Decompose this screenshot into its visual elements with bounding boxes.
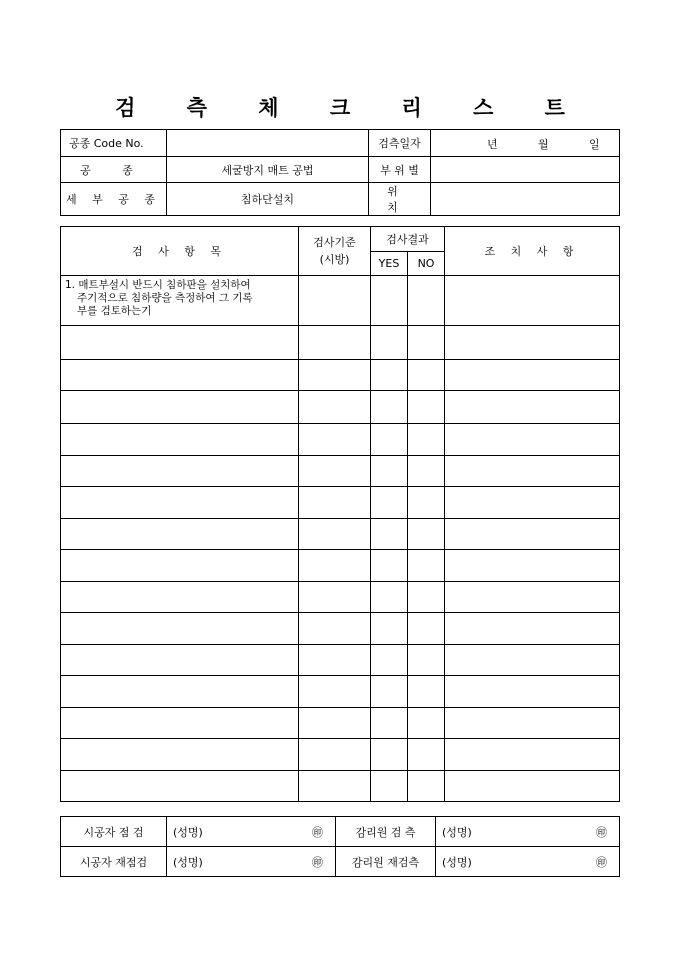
contractor-check-name-field[interactable]: (성명) [167, 817, 279, 847]
item-cell[interactable] [61, 456, 299, 487]
yes-cell[interactable] [371, 276, 408, 326]
item-cell[interactable] [61, 487, 299, 519]
table-row [61, 360, 620, 391]
location-label: 위 치 [369, 183, 431, 216]
action-cell[interactable] [445, 771, 620, 802]
location-field[interactable] [431, 183, 620, 216]
standard-cell[interactable] [299, 326, 371, 360]
work-type-label: 공 종 [61, 157, 167, 183]
inspection-date-label: 검측일자 [369, 130, 431, 157]
detail-work-label: 세 부 공 종 [61, 183, 167, 216]
action-cell[interactable] [445, 645, 620, 676]
standard-line-1: 검사기준 [313, 236, 356, 249]
yes-cell[interactable] [371, 391, 408, 424]
item-1-line-2: 주기적으로 침하량을 측정하여 그 기록 [77, 292, 253, 304]
no-cell[interactable] [408, 391, 445, 424]
item-cell[interactable] [61, 645, 299, 676]
yes-cell[interactable] [371, 550, 408, 582]
table-row [61, 676, 620, 708]
table-row [61, 550, 620, 582]
work-type-field[interactable]: 세굴방지 매트 공법 [167, 157, 369, 183]
no-cell[interactable] [408, 550, 445, 582]
no-cell[interactable] [408, 424, 445, 456]
standard-cell[interactable] [299, 676, 371, 708]
no-cell[interactable] [408, 360, 445, 391]
table-row [61, 645, 620, 676]
table-row [61, 391, 620, 424]
page-title: 검 측 체 크 리 스 트 [115, 95, 587, 120]
no-cell[interactable] [408, 676, 445, 708]
table-row [61, 613, 620, 645]
contractor-recheck-seal[interactable]: ㊞ [279, 847, 336, 877]
standard-cell[interactable] [299, 456, 371, 487]
item-1-line-3: 부를 검토하는기 [77, 305, 152, 317]
checklist-item-1 [61, 276, 299, 326]
supervisor-recheck-name-field[interactable]: (성명) [436, 847, 548, 877]
item-cell[interactable] [61, 550, 299, 582]
checklist-table [60, 226, 620, 802]
header-table [60, 129, 620, 216]
part-field[interactable] [431, 157, 620, 183]
column-header-action: 조 치 사 항 [445, 227, 620, 276]
yes-cell[interactable] [371, 771, 408, 802]
action-cell[interactable] [445, 613, 620, 645]
contractor-check-label: 시공자 점 검 [61, 817, 167, 847]
item-cell[interactable] [61, 582, 299, 613]
table-row [61, 771, 620, 802]
action-cell[interactable] [445, 391, 620, 424]
yes-cell[interactable] [371, 326, 408, 360]
table-row [61, 708, 620, 739]
item-cell[interactable] [61, 676, 299, 708]
item-1-line-1: 1. 매트부설시 반드시 침하판을 설치하여 [65, 279, 251, 291]
action-cell[interactable] [445, 456, 620, 487]
action-cell[interactable] [445, 519, 620, 550]
item-cell[interactable] [61, 519, 299, 550]
yes-cell[interactable] [371, 360, 408, 391]
item-cell[interactable] [61, 424, 299, 456]
table-row [61, 739, 620, 771]
table-row [61, 424, 620, 456]
no-cell[interactable] [408, 276, 445, 326]
no-cell[interactable] [408, 326, 445, 360]
standard-cell[interactable] [299, 391, 371, 424]
standard-cell[interactable] [299, 645, 371, 676]
yes-cell[interactable] [371, 487, 408, 519]
column-header-result: 검사결과 [371, 227, 445, 252]
no-cell[interactable] [408, 771, 445, 802]
column-header-standard [299, 227, 371, 276]
standard-cell[interactable] [299, 276, 371, 326]
column-header-no: NO [408, 252, 445, 276]
item-cell[interactable] [61, 771, 299, 802]
yes-cell[interactable] [371, 519, 408, 550]
supervisor-check-name-field[interactable]: (성명) [436, 817, 548, 847]
action-cell[interactable] [445, 550, 620, 582]
item-cell[interactable] [61, 326, 299, 360]
action-cell[interactable] [445, 676, 620, 708]
supervisor-recheck-label: 감리원 재검측 [336, 847, 436, 877]
table-row [61, 276, 620, 326]
no-cell[interactable] [408, 739, 445, 771]
column-header-item: 검 사 항 목 [61, 227, 299, 276]
supervisor-recheck-seal[interactable]: ㊞ [548, 847, 620, 877]
standard-cell[interactable] [299, 550, 371, 582]
contractor-recheck-label: 시공자 재점검 [61, 847, 167, 877]
action-cell[interactable] [445, 487, 620, 519]
action-cell[interactable] [445, 739, 620, 771]
table-row [61, 326, 620, 360]
standard-cell[interactable] [299, 487, 371, 519]
supervisor-check-seal[interactable]: ㊞ [548, 817, 620, 847]
standard-cell[interactable] [299, 582, 371, 613]
contractor-check-seal[interactable]: ㊞ [279, 817, 336, 847]
no-cell[interactable] [408, 487, 445, 519]
no-cell[interactable] [408, 613, 445, 645]
inspection-date-field[interactable] [431, 130, 620, 157]
yes-cell[interactable] [371, 676, 408, 708]
standard-cell[interactable] [299, 708, 371, 739]
no-cell[interactable] [408, 582, 445, 613]
standard-cell[interactable] [299, 613, 371, 645]
standard-cell[interactable] [299, 519, 371, 550]
work-type-code-field[interactable] [167, 130, 369, 157]
no-cell[interactable] [408, 519, 445, 550]
table-row [61, 519, 620, 550]
action-cell[interactable] [445, 326, 620, 360]
no-cell[interactable] [408, 645, 445, 676]
action-cell[interactable] [445, 582, 620, 613]
column-header-yes: YES [371, 252, 408, 276]
table-row [61, 456, 620, 487]
standard-cell[interactable] [299, 360, 371, 391]
item-cell[interactable] [61, 360, 299, 391]
detail-work-field[interactable]: 침하단설치 [167, 183, 369, 216]
no-cell[interactable] [408, 708, 445, 739]
date-month-label: 월 [538, 138, 549, 151]
standard-line-2: (시방) [319, 253, 350, 266]
yes-cell[interactable] [371, 456, 408, 487]
action-cell[interactable] [445, 708, 620, 739]
yes-cell[interactable] [371, 613, 408, 645]
work-type-code-label: 공종 Code No. [61, 130, 167, 157]
yes-cell[interactable] [371, 582, 408, 613]
action-cell[interactable] [445, 424, 620, 456]
date-day-label: 일 [589, 138, 600, 151]
part-label: 부 위 별 [369, 157, 431, 183]
action-cell[interactable] [445, 276, 620, 326]
item-cell[interactable] [61, 739, 299, 771]
no-cell[interactable] [408, 456, 445, 487]
yes-cell[interactable] [371, 739, 408, 771]
date-year-label: 년 [487, 138, 498, 151]
yes-cell[interactable] [371, 645, 408, 676]
item-cell[interactable] [61, 708, 299, 739]
table-row [61, 487, 620, 519]
standard-cell[interactable] [299, 424, 371, 456]
yes-cell[interactable] [371, 424, 408, 456]
yes-cell[interactable] [371, 708, 408, 739]
standard-cell[interactable] [299, 739, 371, 771]
standard-cell[interactable] [299, 771, 371, 802]
contractor-recheck-name-field[interactable]: (성명) [167, 847, 279, 877]
item-cell[interactable] [61, 391, 299, 424]
signature-table [60, 816, 620, 877]
item-cell[interactable] [61, 613, 299, 645]
action-cell[interactable] [445, 360, 620, 391]
table-row [61, 582, 620, 613]
supervisor-check-label: 감리원 검 측 [336, 817, 436, 847]
